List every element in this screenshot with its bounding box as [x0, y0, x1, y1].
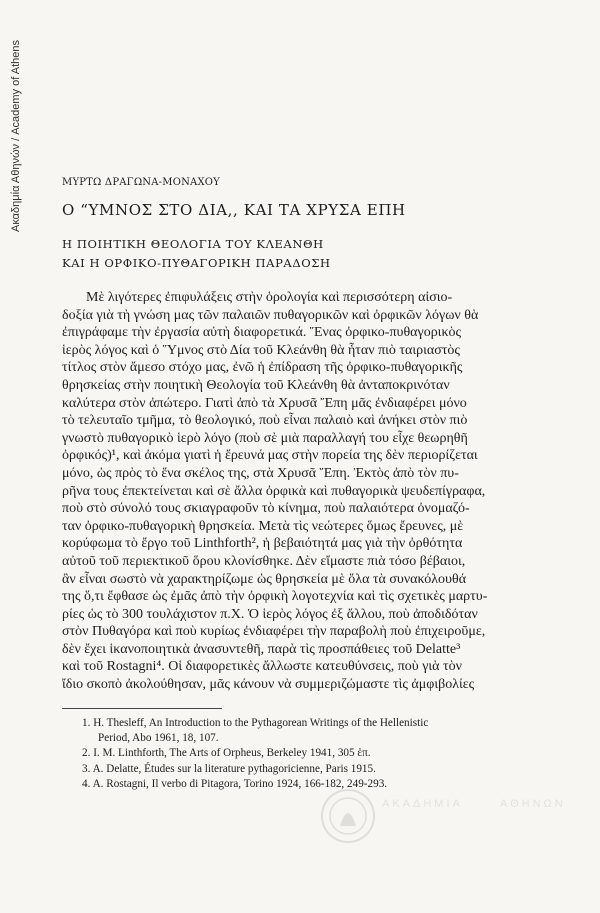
subtitle-line: ΚΑΙ Η ΟΡΦΙΚΟ-ΠΥΘΑΓΟΡΙΚΗ ΠΑΡΑΔΟΣΗ [62, 256, 331, 270]
body-line: καὶ τοῦ Rostagni⁴. Οἱ διαφορετικὲς ἄλλωστε κατευθύνσεις, ποὺ γιὰ τὸν [62, 659, 462, 675]
body-line: μόνο, ὡς πρὸς τὸ ἕνα σκέλος της, στὰ Χρυσᾶ Ἔπη. Ἐκτὸς ἀπὸ τὸν πυ- [62, 465, 459, 481]
body-line: ποὺ στὸ σύνολό τους σκιαγραφοῦν τὸ κίνημα, ποὺ παλαιότερα ὀνομαζό- [62, 501, 470, 517]
footnote-continuation: Period, Abo 1961, 18, 107. [98, 732, 219, 745]
footnote: 3. A. Delatte, Études sur la literature pythagoricienne, Paris 1915. [82, 762, 376, 775]
body-line: ὀρφικός)¹, καὶ ἀκόμα γιατὶ ἡ ἔρευνά μας στὴν πορεία της δὲν περιορίζεται [62, 448, 478, 464]
article-body [62, 289, 546, 694]
body-line: ἴδιο σκοπὸ ἀκολούθησαν, μᾶς κάνουν νὰ συμμεριζώμαστε τὶς ἀμφιβολίες [62, 677, 475, 693]
body-line: κορύφωμα τὸ ἔργο τοῦ Linthforth², ἡ βεβαιότητά μας γιὰ τὴν ὀρθότητα [62, 536, 463, 552]
body-line: Μὲ λιγότερες ἐπιφυλάξεις στὴν ὁρολογία καὶ περισσότερη αἰσιο- [86, 290, 453, 305]
archive-side-mark: Ακαδημία Αθηνών / Academy of Athens [10, 40, 22, 233]
body-line: τὸ τελευταῖο τμῆμα, τὸ θεολογικό, ποὺ εἶναι παλαιὸ καὶ ἀνήκει στὸν πιὸ [62, 413, 468, 429]
body-line: ἂν εἶναι σωστὸ νὰ χαρακτηρίζωμε ὡς θρησκεία μὲ ὅλα τὰ συνακόλουθά [62, 571, 467, 587]
body-line: καλύτερα στὸν ἀπώτερο. Γιατὶ ἀπὸ τὰ Χρυσᾶ Ἔπη μᾶς ἐνδιαφέρει μόνο [62, 395, 467, 411]
article-title: Ο “ΥΜΝΟΣ ΣΤΟ ΔΙΑ,, ΚΑΙ ΤΑ ΧΡΥΣΑ ΕΠΗ [62, 201, 406, 219]
watermark-text: ΑΚΑΔΗΜΙΑ [382, 798, 463, 810]
footnotes [82, 716, 547, 792]
body-line: τίτλος στὸν ἄμεσο στόχο μας, ἐνῶ ἡ ἐπίδραση τῆς ὀρφικο-πυθαγορικῆς [62, 360, 463, 376]
body-line: ἐπιγράφαμε τὴν ἐργασία αὐτὴ διαφορετικά. Ἕνας ὀρφικο-πυθαγορικὸς [62, 325, 462, 341]
subtitle-line: Η ΠΟΙΗΤΙΚΗ ΘΕΟΛΟΓΙΑ ΤΟΥ ΚΛΕΑΝΘΗ [62, 237, 324, 251]
body-line: ρῆνα τους ἐπεκτείνεται καὶ σὲ ἄλλα ὀρφικὰ καὶ πυθαγορικὰ ψευδεπίγραφα, [62, 483, 486, 499]
footnote: 2. I. M. Linthforth, The Arts of Orpheus, Berkeley 1941, 305 ἑπ. [82, 747, 371, 760]
footnote: 1. H. Thesleff, An Introduction to the Pythagorean Writings of the Hellenistic [82, 717, 429, 729]
footnote: 4. A. Rostagni, Il verbo di Pitagora, Torino 1924, 166-182, 249-293. [82, 777, 388, 790]
body-line: αὐτοῦ τοῦ περιεκτικοῦ ὅρου κλονίσθηκε. Δὲν εἴμαστε πιὰ τόσο βέβαιοι, [62, 553, 466, 569]
academy-seal-icon [318, 786, 378, 846]
body-line: ἱερὸς λόγος καὶ ὁ Ὕμνος στὸ Δία τοῦ Κλεάνθη θὰ ἦταν πιὸ ταιριαστὸς [62, 342, 460, 358]
author-name: ΜΥΡΤΩ ΔΡΑΓΩΝΑ-ΜΟΝΑΧΟΥ [62, 177, 220, 188]
body-line: στὸν Πυθαγόρα καὶ ποὺ κυρίως ἐνδιαφέρει τὴν παραβολὴ ποὺ ἐπιχειροῦμε, [62, 624, 486, 640]
academy-watermark [318, 786, 580, 856]
body-line: της ὅ,τι ἔφθασε ὡς ἐμᾶς ἀπὸ τὴν ὀρφικὴ λογοτεχνία καὶ τὶς σχετικὲς μαρτυ- [62, 589, 488, 605]
body-line: ρίες ὡς τὸ 300 τουλάχιστον π.Χ. Ὁ ἱερὸς λόγος ἐξ ἄλλου, ποὺ ἀποδιδόταν [62, 606, 478, 622]
watermark-text: ΑΘΗΝΩΝ [500, 798, 566, 810]
body-line: ταν ὀρφικο-πυθαγορικὴ θρησκεία. Μετὰ τὶς νεώτερες ὅμως ἔρευνες, μὲ [62, 518, 464, 534]
body-line: δὲν ἔχει ἱκανοποιητικὰ ἀνασυντεθῆ, παρὰ τὶς προσπάθειες τοῦ Delatte³ [62, 641, 461, 657]
body-line: θρησκείας στὴν ποιητικὴ Θεολογία τοῦ Κλεάνθη θὰ ἀνταποκρινόταν [62, 377, 450, 393]
footnote-divider [62, 708, 222, 709]
body-line: γνωστὸ πυθαγορικὸ ἱερὸ λόγο (ποὺ σὲ μιὰ παραλλαγή του εἶχε θεωρηθῆ [62, 430, 468, 446]
article-subtitle [62, 235, 331, 273]
body-line: δοξία γιὰ τὴ γνώση μας τῶν παλαιῶν πυθαγορικῶν καὶ ὀρφικῶν λόγων θὰ [62, 307, 479, 323]
